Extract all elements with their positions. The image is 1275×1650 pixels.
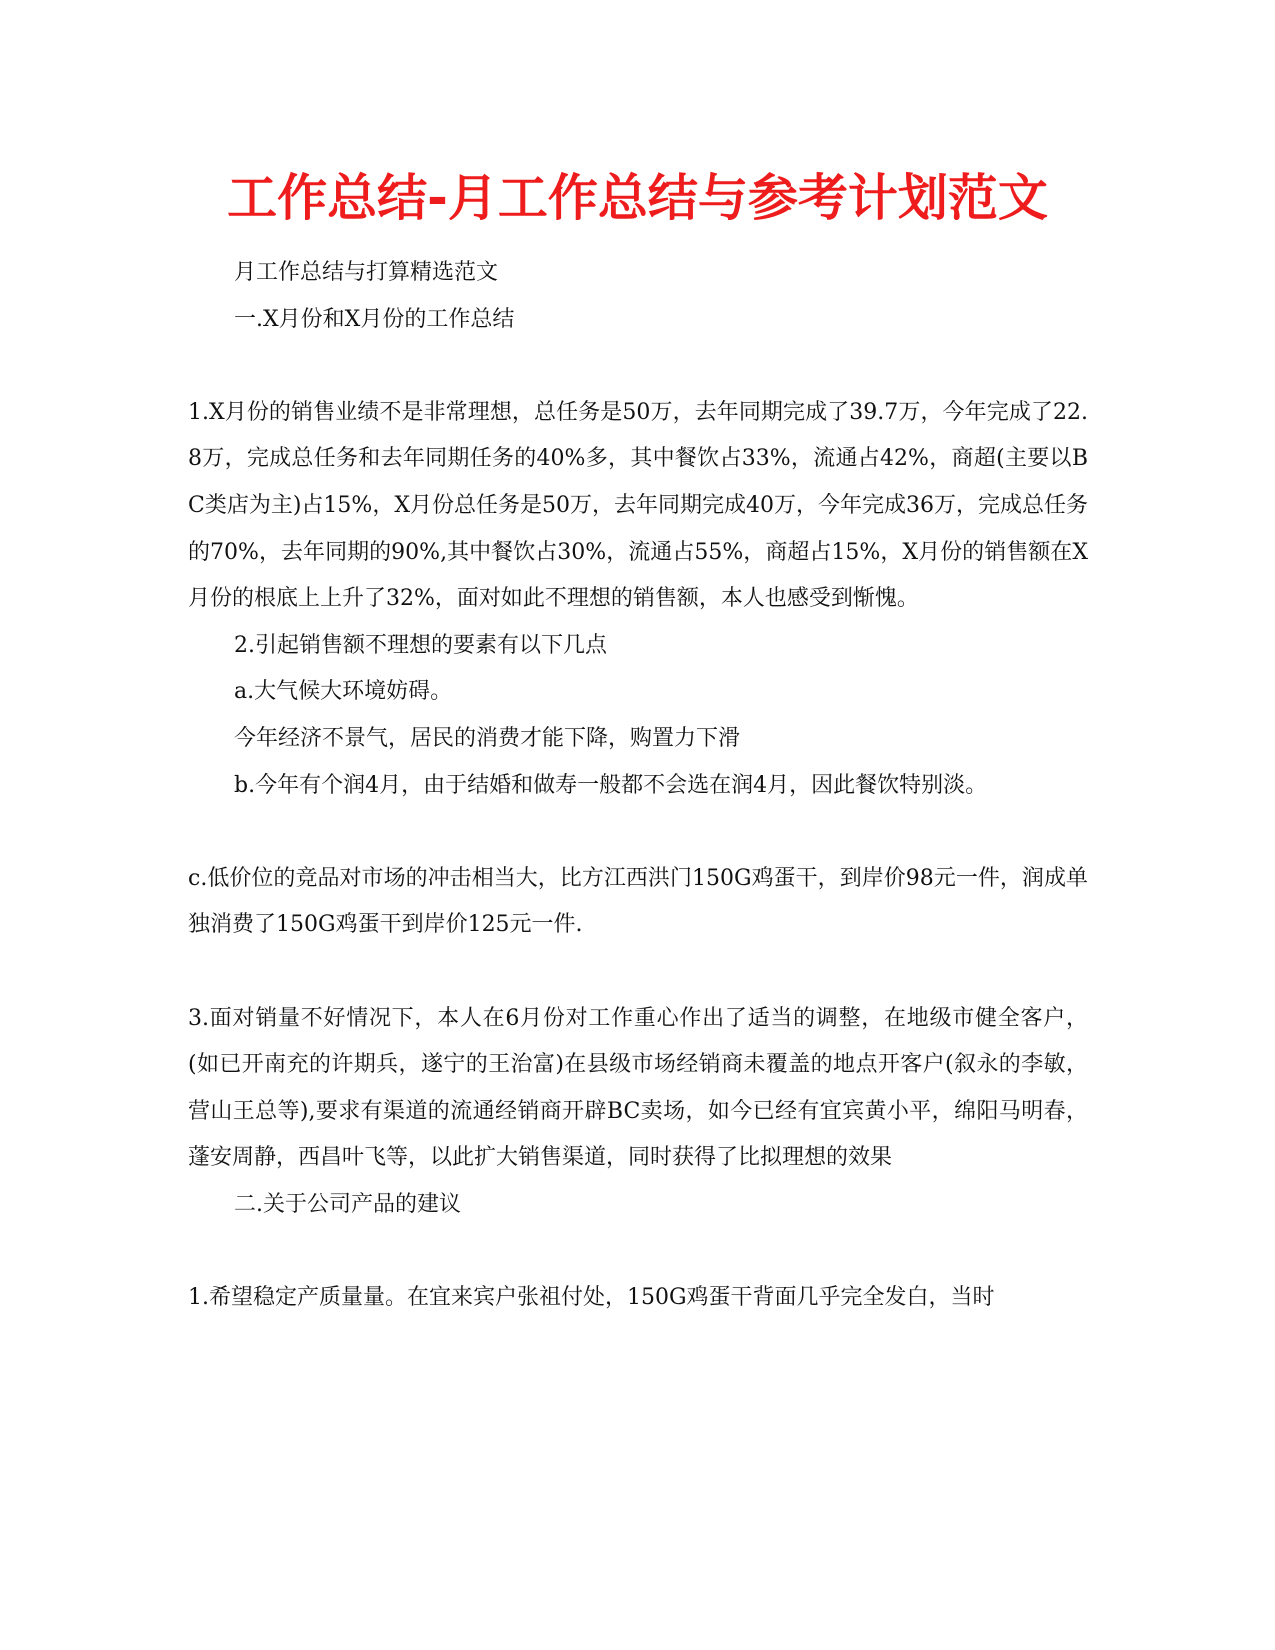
paragraph-gap: [188, 949, 1088, 996]
document-title: 工作总结-月工作总结与参考计划范文: [227, 169, 1048, 227]
paragraph-reason-b: b.今年有个润4月，由于结婚和做寿一般都不会选在润4月，因此餐饮特别淡。: [234, 772, 988, 798]
paragraph-reason-a: a.大气候大环境妨碍。: [234, 679, 453, 705]
paragraph-suggestion-1: 1.希望稳定产质量量。在宜来宾户张祖付处，150G鸡蛋干背面几乎完全发白，当时: [188, 1285, 995, 1311]
paragraph-reasons-heading: 2.引起销售额不理想的要素有以下几点: [234, 632, 607, 658]
document-body: [188, 250, 1088, 1322]
subtitle-paragraph: 月工作总结与打算精选范文: [234, 260, 499, 285]
paragraph-gap: [188, 343, 1088, 390]
paragraph-sales-performance: 1.X月份的销售业绩不是非常理想，总任务是50万，去年同期完成了39.7万，今年完成了22.8万，完成总任务和去年同期任务的40%多，其中餐饮占33%，流通占42%，商超(主要以BC类店为主)占15%，X月份总任务是50万，去年同期完成40万，今年完成36万，完成总任务的70%，去年同期的90%,其中餐饮占30%，流通占55%，商超占15%，X月份的销售额在X月份的根底上上升了32%，面对如此不理想的销售额，本人也感受到惭愧。: [188, 399, 1088, 612]
paragraph-gap: [188, 809, 1088, 856]
paragraph-adjustment: 3.面对销量不好情况下，本人在6月份对工作重心作出了适当的调整，在地级市健全客户，(如已开南充的许期兵，遂宁的王治富)在县级市场经销商未覆盖的地点开客户(叙永的李敏，营山王总等),要求有渠道的流通经销商开辟BC卖场，如今已经有宜宾黄小平，绵阳马明春，蓬安周静，西昌叶飞等，以此扩大销售渠道，同时获得了比拟理想的效果: [188, 1005, 1088, 1171]
paragraph-reason-c: c.低价位的竞品对市场的冲击相当大，比方江西洪门150G鸡蛋干，到岸价98元一件，润成单独消费了150G鸡蛋干到岸价125元一件.: [188, 865, 1088, 938]
paragraph-economy: 今年经济不景气，居民的消费才能下降，购置力下滑: [234, 725, 741, 751]
section-heading-2: 二.关于公司产品的建议: [234, 1191, 461, 1217]
paragraph-gap: [188, 1228, 1088, 1275]
section-heading-1: 一.X月份和X月份的工作总结: [234, 306, 515, 332]
